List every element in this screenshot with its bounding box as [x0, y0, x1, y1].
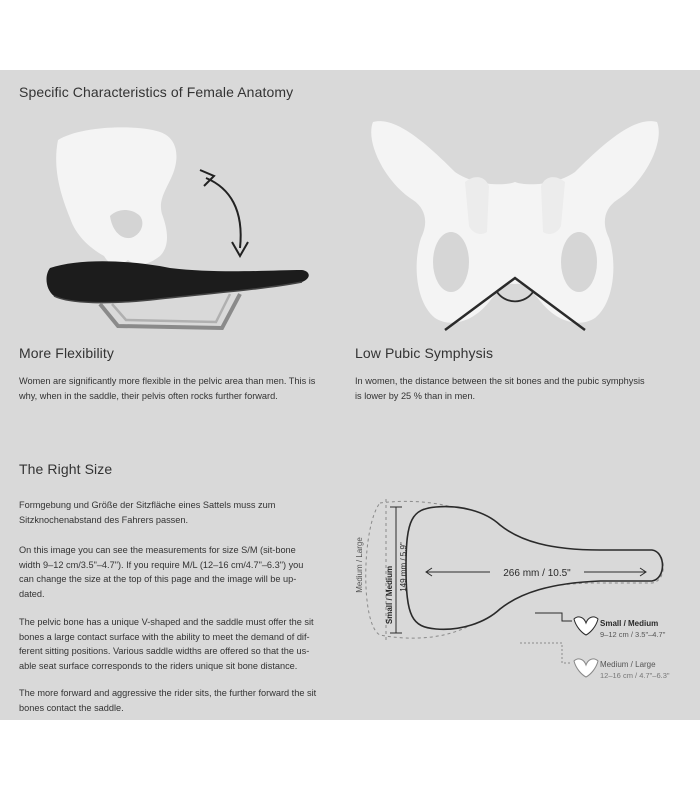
pelvis-shape — [371, 121, 659, 323]
size-paragraph-1: Formgebung und Größe der Sitzfläche eines Sattels muss zum Sitzknochenabstand des Fahrers passen. — [19, 500, 276, 525]
size-title: The Right Size — [19, 461, 113, 477]
width-label: 149 mm / 5.9" — [399, 542, 408, 592]
size-ml-vertical: Medium / Large — [355, 537, 364, 593]
symphysis-text: In women, the distance between the sit bones and the pubic symphysis is lower by 25 % than in men. — [355, 376, 645, 401]
size-sm-vertical: Small / Medium — [385, 565, 394, 625]
pelvis-front-illustration — [365, 112, 665, 337]
legend-sm-range: 9–12 cm / 3.5"–4.7" — [600, 630, 666, 639]
size-paragraph-2: On this image you can see the measurements for size S/M (sit-bone width 9–12 cm/3.5"–4.7"). If you require M/L (12–16 cm/4.7"–6.3") you can change the size at the top of this page and the image will be up- dated. — [19, 545, 304, 599]
hip-bone-shape — [56, 127, 176, 265]
size-paragraph-4: The more forward and aggressive the rider sits, the further forward the sit bones contact the saddle. — [19, 688, 317, 713]
length-label: 266 mm / 10.5" — [503, 568, 571, 579]
legend-ml-name: Medium / Large — [600, 660, 656, 669]
pelvis-icon-sm — [574, 617, 598, 635]
page-title: Specific Characteristics of Female Anatomy — [19, 84, 294, 100]
hip-saddle-illustration — [40, 118, 340, 343]
symphysis-title: Low Pubic Symphysis — [355, 345, 494, 361]
legend-ml-range: 12–16 cm / 4.7"–6.3" — [600, 671, 670, 680]
saddle-dimension-diagram — [340, 495, 690, 700]
pelvis-icon-ml — [574, 659, 598, 677]
rotation-arrow — [206, 178, 241, 248]
flexibility-title: More Flexibility — [19, 345, 114, 361]
flexibility-text: Women are significantly more flexible in the pelvic area than men. This is why, when in the saddle, their pelvis often rocks further forward. — [19, 376, 316, 401]
size-paragraph-3: The pelvic bone has a unique V-shaped and the saddle must offer the sit bones a large contact surface with the ability to meet the demand of dif- ferent sitting positions. Various saddle widths are offered so that the us- able seat surface corresponds to the riders unique sit bone distance. — [19, 617, 314, 671]
legend-sm-name: Small / Medium — [600, 619, 659, 628]
